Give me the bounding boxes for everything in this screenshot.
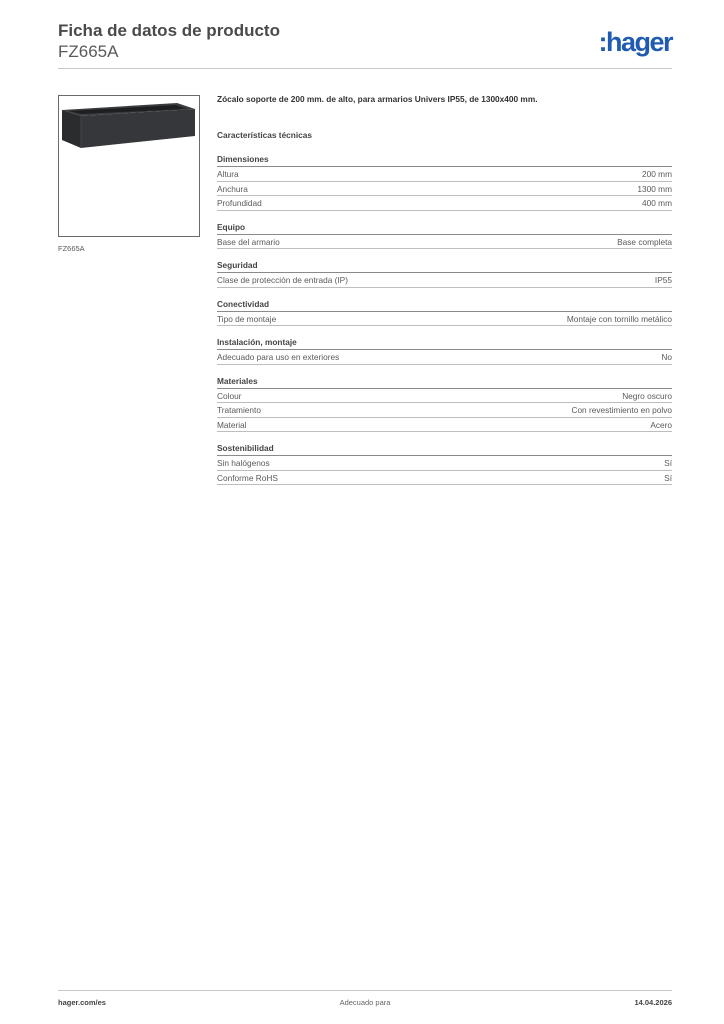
spec-label: Altura: [217, 169, 239, 179]
spec-value: Sí: [664, 458, 672, 468]
spec-label: Tratamiento: [217, 405, 261, 415]
section-title: Seguridad: [217, 259, 672, 273]
product-details: [217, 93, 672, 485]
spec-value: 200 mm: [642, 169, 672, 179]
spec-value: Base completa: [617, 236, 672, 247]
footer-middle: Adecuado para: [339, 998, 391, 1007]
spec-label: Conforme RoHS: [217, 472, 278, 483]
spec-value: IP55: [654, 275, 672, 285]
product-image: [58, 95, 200, 237]
spec-row: [217, 403, 672, 418]
spec-value: No: [661, 352, 672, 362]
section-title: Materiales: [217, 375, 672, 389]
footer-date: 14.04.2026: [634, 998, 672, 1007]
spec-value: Negro oscuro: [622, 390, 672, 401]
spec-sections: [217, 153, 672, 485]
hager-logo: :hager: [598, 27, 672, 57]
spec-label: Clase de protección de entrada (IP): [217, 275, 348, 285]
spec-section: [217, 221, 672, 250]
section-title: Instalación, montaje: [217, 336, 672, 350]
page-title: Ficha de datos de producto: [58, 21, 280, 40]
product-code: FZ665A: [58, 42, 119, 61]
spec-row: [217, 312, 672, 327]
spec-row: [217, 196, 672, 211]
section-title: Equipo: [217, 221, 672, 235]
spec-section: [217, 375, 672, 433]
spec-label: Anchura: [217, 183, 248, 194]
image-caption: FZ665A: [58, 244, 85, 253]
spec-value: Sí: [664, 472, 672, 483]
footer-divider: [58, 990, 672, 991]
spec-label: Material: [217, 419, 247, 430]
spec-row: [217, 235, 672, 250]
spec-label: Base del armario: [217, 236, 280, 247]
section-title: Conectividad: [217, 298, 672, 312]
section-title: Dimensiones: [217, 153, 672, 167]
spec-row: [217, 350, 672, 365]
spec-row: [217, 389, 672, 404]
spec-section: [217, 153, 672, 211]
spec-row: [217, 182, 672, 197]
spec-value: 400 mm: [642, 198, 672, 208]
spec-label: Tipo de montaje: [217, 313, 277, 324]
spec-label: Sin halógenos: [217, 458, 270, 468]
spec-value: 1300 mm: [637, 183, 672, 194]
section-title: Sostenibilidad: [217, 442, 672, 456]
footer-website[interactable]: hager.com/es: [58, 998, 106, 1007]
spec-section: [217, 336, 672, 365]
page-footer: [58, 998, 672, 1010]
spec-value: Con revestimiento en polvo: [571, 405, 672, 415]
spec-value: Montaje con tornillo metálico: [566, 313, 672, 324]
spec-row: [217, 471, 672, 486]
tech-heading: Características técnicas: [217, 130, 313, 140]
spec-row: [217, 273, 672, 288]
spec-label: Adecuado para uso en exteriores: [217, 352, 340, 362]
header-divider: [58, 68, 672, 69]
spec-section: [217, 298, 672, 327]
spec-section: [217, 442, 672, 485]
spec-label: Profundidad: [217, 198, 262, 208]
spec-value: Acero: [650, 419, 672, 430]
spec-row: [217, 167, 672, 182]
page-header: [58, 20, 672, 70]
spec-row: [217, 456, 672, 471]
spec-section: [217, 259, 672, 288]
product-description: Zócalo soporte de 200 mm. de alto, para armarios Univers IP55, de 1300x400 mm.: [217, 94, 538, 104]
spec-row: [217, 418, 672, 433]
spec-label: Colour: [217, 390, 242, 401]
